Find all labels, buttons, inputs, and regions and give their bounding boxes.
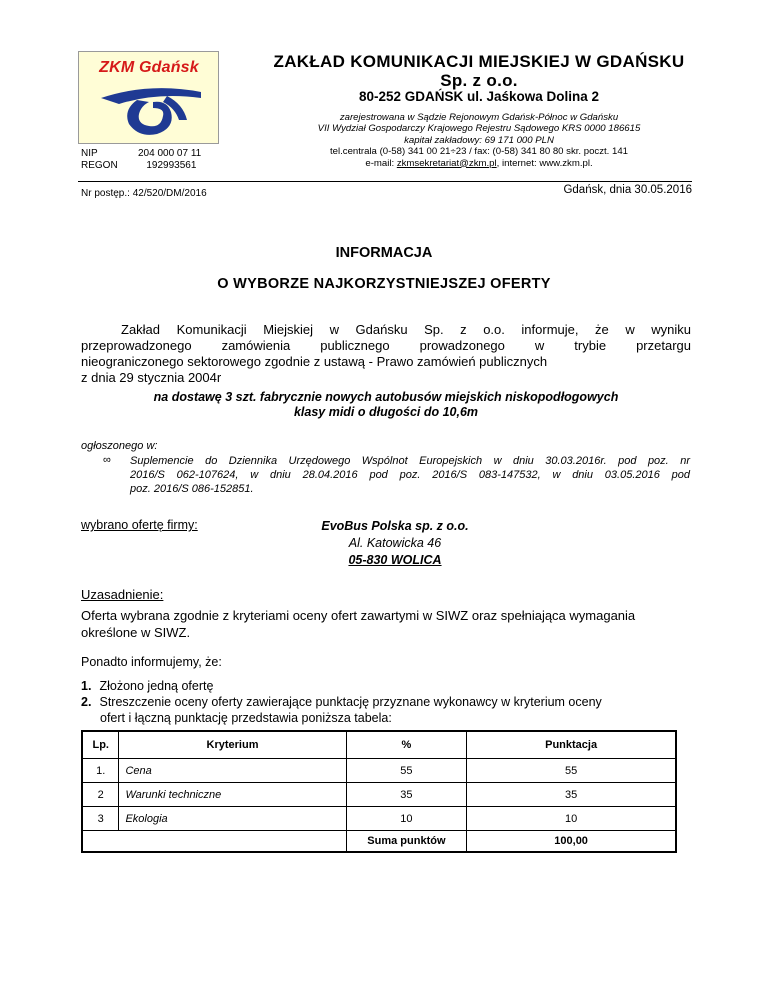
cell-percent: 55 [346, 759, 467, 783]
nip-label: NIP [81, 148, 98, 159]
company-name-line1: ZAKŁAD KOMUNIKACJI MIEJSKIEJ W GDAŃSKU [273, 52, 685, 71]
table-row [82, 759, 676, 783]
company-logo [78, 51, 219, 144]
cell-lp: 1. [82, 759, 119, 783]
document-subtitle: O WYBORZE NAJKORZYSTNIEJSZEJ OFERTY [217, 276, 551, 292]
further-info-list [81, 678, 691, 726]
further-info-intro: Ponadto informujemy, że: [81, 655, 222, 669]
winner-street: Al. Katowicka 46 [348, 536, 442, 550]
registration-court: zarejestrowana w Sądzie Rejonowym Gdańsk-Północ w Gdańsku [339, 112, 619, 123]
winner-label: wybrano ofertę firmy: [81, 518, 198, 532]
company-ids [81, 148, 201, 172]
list-item: 1. Złożono jedną ofertę [81, 679, 214, 693]
cell-percent: 10 [346, 807, 467, 831]
contact-line: e-mail: zkmsekretariat@zkm.pl, internet: www.zkm.pl. [365, 157, 593, 169]
registration-info [234, 112, 724, 169]
table-row [82, 807, 676, 831]
sum-spacer [82, 831, 346, 853]
cell-lp: 2 [82, 783, 119, 807]
nip-value: 204 000 07 11 [138, 148, 202, 159]
header-score: Punktacja [467, 731, 676, 759]
company-name-line2: Sp. z o.o. [440, 71, 518, 90]
header-lp: Lp. [82, 731, 119, 759]
procurement-subject [81, 390, 691, 420]
subject-line: klasy midi o długości do 10,6m [293, 405, 479, 419]
company-address: 80-252 GDAŃSK ul. Jaśkowa Dolina 2 [358, 89, 600, 104]
reference-number: Nr postęp.: 42/520/DM/2016 [81, 188, 207, 199]
cell-score: 55 [467, 759, 676, 783]
share-capital: kapitał zakładowy: 69 171 000 PLN [404, 134, 554, 146]
intro-paragraph [81, 322, 691, 386]
announcement-line: poz. 2016/S 086-152851. [130, 483, 254, 495]
table-row [82, 783, 676, 807]
cell-criterion: Warunki techniczne [119, 783, 346, 807]
intro-line: z dnia 29 stycznia 2004r [81, 370, 222, 385]
list-item-continuation: ofert i łączną punktację przedstawia poniższa tabela: [100, 711, 392, 725]
winner-name: EvoBus Polska sp. z o.o. [321, 519, 469, 533]
announcement-details [130, 454, 690, 496]
justification-text: Oferta wybrana zgodnie z kryteriami oceny ofert zawartymi w SIWZ oraz spełniająca wymagania określone w SIWZ. [81, 608, 636, 640]
cell-criterion: Cena [119, 759, 346, 783]
regon-value: 192993561 [146, 160, 197, 171]
logo-text: ZKM Gdańsk [99, 59, 199, 76]
intro-line: przeprowadzonego zamówienia publicznego prowadzonego w trybie przetargu [81, 338, 691, 353]
sum-value: 100,00 [467, 831, 676, 853]
header-percent: % [346, 731, 467, 759]
announcement-line: 2016/S 062-107624, w dniu 28.04.2016 pod poz. 2016/S 083-147532, w dniu 03.05.2016 pod [130, 469, 690, 481]
sum-label: Suma punktów [346, 831, 467, 853]
table-header-row [82, 731, 676, 759]
winner-city: 05-830 WOLICA [348, 553, 442, 567]
announcement-line: Suplemencie do Dziennika Urzędowego Wspólnot Europejskich w dniu 30.03.2016r. pod poz. nr [130, 455, 690, 467]
header-criterion: Kryterium [119, 731, 346, 759]
winner-company [280, 518, 510, 569]
cell-score: 10 [467, 807, 676, 831]
intro-line: nieograniczonego sektorowego zgodnie z ustawą - Prawo zamówień publicznych [81, 354, 548, 369]
document-date: Gdańsk, dnia 30.05.2016 [563, 184, 692, 196]
subject-line: na dostawę 3 szt. fabrycznie nowych autobusów miejskich niskopodłogowych [153, 390, 619, 404]
cell-score: 35 [467, 783, 676, 807]
header-divider [78, 181, 692, 182]
cell-percent: 35 [346, 783, 467, 807]
cell-lp: 3 [82, 807, 119, 831]
email-link[interactable]: zkmsekretariat@zkm.pl [396, 157, 497, 169]
company-name [234, 52, 724, 90]
scoring-table [81, 730, 677, 853]
registration-krs: VII Wydział Gospodarczy Krajowego Rejestru Sądowego KRS 0000 186615 [317, 123, 641, 135]
phone-fax: tel.centrala (0-58) 341 00 21÷23 / fax: (0-58) 341 80 80 skr. poczt. 141 [329, 146, 629, 158]
regon-label: REGON [81, 160, 118, 171]
announced-label: ogłoszonego w: [81, 440, 158, 452]
intro-line: Zakład Komunikacji Miejskiej w Gdańsku Sp. z o.o. informuje, że w wyniku [121, 322, 691, 337]
bullet-icon: ∞ [103, 454, 111, 466]
justification-label: Uzasadnienie: [81, 587, 164, 602]
document-title: INFORMACJA [335, 245, 433, 261]
cell-criterion: Ekologia [119, 807, 346, 831]
website: , internet: www.zkm.pl. [496, 157, 593, 169]
list-item: 2. Streszczenie oceny oferty zawierające punktację przyznane wykonawcy w kryterium oceny [81, 695, 602, 709]
table-sum-row [82, 831, 676, 853]
